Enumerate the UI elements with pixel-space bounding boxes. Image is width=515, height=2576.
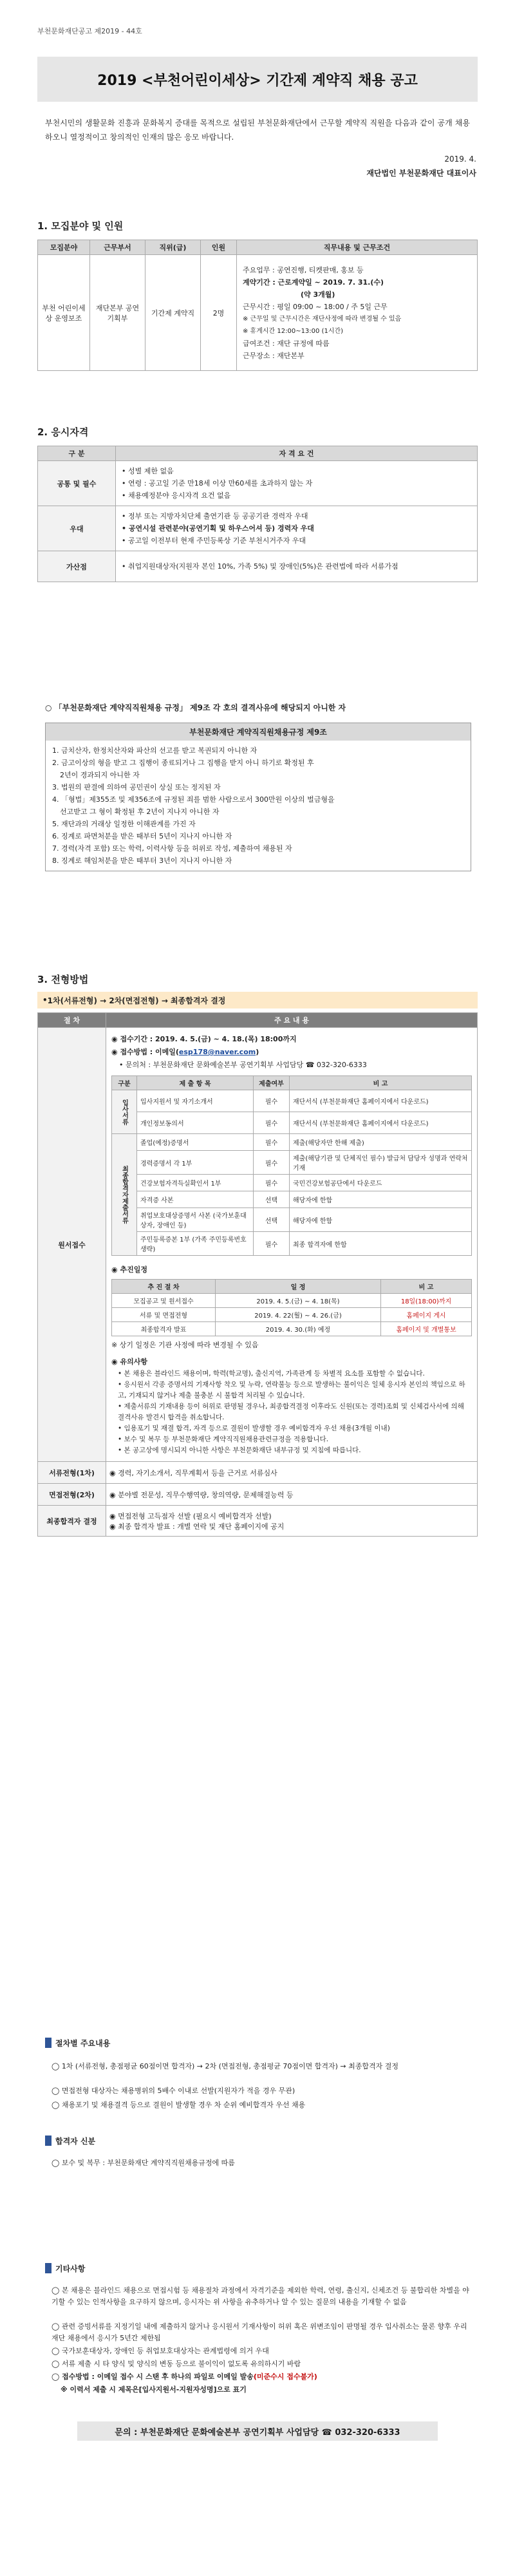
detail-line: 급여조건 : 재단 규정에 따름 [243, 339, 330, 348]
disqualification-item: 2. 금고이상의 형을 받고 그 집행이 종료되거나 그 집행을 받지 아니 하기로 확정된 후 [52, 759, 314, 767]
s6-item: ◯ 본 채용은 블라인드 채용으로 면접시험 등 채용절차 과정에서 자격기준을 제외한 학력, 연령, 출신지, 신체조건 등 불합리한 차별을 야기할 수 있는 인적사항을 요구하지 않으며, 응시자는 위 사항을 유추하거나 알 수 있는 질문의 내용을 기재할 수 없음 [52, 2286, 469, 2306]
header-dept: 근무부서 [90, 240, 145, 255]
requirement-cell [116, 551, 478, 582]
interview-label: 면접전형(2차) [38, 1484, 106, 1506]
doc-note: 재단서식 (부천문화재단 홈페이지에서 다운로드) [290, 1090, 472, 1112]
s6-item: ◯ 국가보훈대상자, 장애인 등 취업보호대상자는 관계법령에 의거 우대 [52, 2347, 269, 2355]
field-value: 부천 어린이세상 운영보조 [38, 255, 90, 371]
disqualification-item: 선고받고 그 형이 확정된 후 2년이 지나지 아니한 자 [60, 808, 220, 816]
doc-req: 필수 [254, 1175, 290, 1191]
email-link[interactable]: esp178@naver.com [178, 1048, 256, 1056]
detail-line: 근무시간 : 평일 09:00 ~ 18:00 / 주 5일 근무 [243, 302, 388, 311]
requirement-line: • 성별 제한 없음 [122, 467, 174, 475]
notice-item: • 본 공고상에 명시되지 아니한 사항은 부천문화재단 내부규정 및 지침에 따릅니다. [118, 1446, 361, 1454]
doc-header: 제 출 항 목 [137, 1076, 254, 1090]
reception-method: ◉ 접수방법 : 이메일(esp178@naver.com) [111, 1048, 259, 1056]
section-6-heading: 기타사항 [45, 2260, 85, 2276]
doc-stage: ◉ 경력, 자기소개서, 직무계획서 등을 근거로 서류심사 [106, 1462, 478, 1484]
schedule-header: 일 정 [216, 1280, 381, 1294]
position-value: 기간제 계약직 [145, 255, 201, 371]
disqualification-header: 부천문화재단 계약직직원채용규정 제9조 [46, 723, 471, 741]
detail-line: ※ 휴게시간 12:00~13:00 (1시간) [243, 327, 344, 335]
doc-req: 선택 [254, 1191, 290, 1208]
schedule-table [111, 1279, 472, 1336]
s6-item: ※ 이력서 제출 시 제목은[입사지원서-지원자성명]으로 표기 [61, 2385, 247, 2394]
reception-cell [106, 1028, 478, 1462]
disqualification-box [45, 723, 471, 871]
doc-header: 제출여부 [254, 1076, 290, 1090]
doc-note: 최종 합격자에 한함 [290, 1232, 472, 1256]
notice-item: • 임용포기 및 재결 합격, 자격 등으로 결원이 발생할 경우 예비합격자 우선 채용(3개월 이내) [118, 1425, 390, 1432]
doc-req: 필수 [254, 1112, 290, 1134]
schedule-date: 2019. 4. 30.(화) 예정 [216, 1322, 381, 1336]
document-number: 부천문화재단공고 제2019 - 44호 [37, 27, 142, 35]
requirement-cell [116, 461, 478, 506]
disqualification-item: 5. 재단과의 거래상 일정한 이해관계를 가진 자 [52, 820, 196, 828]
doc-item: 졸업(예정)증명서 [137, 1134, 254, 1151]
disqualification-item: 6. 징계로 파면처분을 받은 때부터 5년이 지나지 아니한 자 [52, 832, 232, 840]
schedule-title: ◉ 추진일정 [111, 1265, 147, 1274]
s4-item: ◯ 1차 (서류전형, 총점평균 60점이면 합격자) → 2차 (면접전형, 총점평균 70점이면 합격자) → 최종합격자 결정 [52, 2062, 399, 2070]
s5-item: ◯ 보수 및 복무 : 부천문화재단 계약직직원채용규정에 따름 [52, 2159, 235, 2167]
intro-paragraph: 부천시민의 생활문화 진흥과 문화복지 증대를 목적으로 설립된 부천문화재단에서 근무할 계약직 직원을 다음과 같이 공개 채용하오니 열정적이고 창의적인 인재의 많은 응모 바랍니다. [45, 118, 470, 142]
disqualification-list [46, 741, 471, 871]
header-step: 절 차 [38, 1013, 106, 1028]
doc-header: 구분 [112, 1076, 137, 1090]
doc-item: 개인정보동의서 [137, 1112, 254, 1134]
heading-marker-icon [45, 2263, 52, 2273]
header-position: 직위(급) [145, 240, 201, 255]
section-5-heading: 합격자 신분 [45, 2133, 95, 2148]
announcement-title: 2019 <부천어린이세상> 기간제 계약직 채용 공고 [37, 57, 478, 102]
disqualification-item: 3. 법원의 판결에 의하여 공민권이 상실 또는 정지된 자 [52, 783, 221, 791]
header-field: 모집분야 [38, 240, 90, 255]
notice-item: • 응시원서 각종 증명서의 기재사항 착오 및 누락, 연락불능 등으로 발생하는 불이익은 일체 응시자 본인의 책임으로 하고, 기재되지 않거나 제출 불충분 시 불합격 처리될 수 있습니다. [118, 1381, 465, 1399]
header-content: 주 요 내 용 [106, 1013, 478, 1028]
disqualification-item: 7. 경력(자격 포함) 또는 학력, 이력사항 등을 허위로 작성, 제출하여 채용된 자 [52, 844, 292, 853]
red-notice: (미준수시 접수불가) [253, 2372, 317, 2381]
documents-table [111, 1075, 472, 1256]
disqualification-item: 8. 징계로 해임처분을 받은 때부터 3년이 지나지 아니한 자 [52, 857, 232, 865]
doc-group: 최종합격자제출서류 [112, 1134, 137, 1256]
schedule-date: 2019. 4. 5.(금) ~ 4. 18(목) [216, 1294, 381, 1308]
doc-req: 선택 [254, 1208, 290, 1232]
heading-marker-icon [45, 2136, 52, 2146]
requirement-line: • 공연시설 관련분야(공연기획 및 하우스어셔 등) 경력자 우대 [122, 524, 314, 533]
recruitment-table [37, 240, 478, 371]
doc-note: 해당자에 한함 [290, 1208, 472, 1232]
doc-note: 제출(해당기관 및 단체직인 필수) 발급처 담당자 성명과 연락처 기재 [290, 1151, 472, 1175]
schedule-step: 최종합격자 발표 [112, 1322, 216, 1336]
schedule-header: 추 진 절 차 [112, 1280, 216, 1294]
intro-organization: 재단법인 부천문화재단 대표이사 [366, 169, 476, 178]
requirement-line: • 공고일 이전부터 현재 주민등록상 기준 부천시거주자 우대 [122, 536, 306, 545]
doc-item: 경력증명서 각 1부 [137, 1151, 254, 1175]
process-table [37, 1012, 478, 1537]
doc-note: 국민건강보험공단에서 다운로드 [290, 1175, 472, 1191]
requirement-line: • 연령 : 공고일 기준 만18세 이상 만60세를 초과하지 않는 자 [122, 479, 313, 488]
final-label: 최종합격자 결정 [38, 1506, 106, 1537]
detail-line: 계약기간 : 근로계약일 ~ 2019. 7. 31.(수) [243, 278, 384, 287]
schedule-note: 18일(18:00)까지 [381, 1294, 472, 1308]
section-1-heading: 1. 모집분야 및 인원 [37, 220, 124, 232]
requirement-line: • 정부 또는 지방자치단체 출연기관 등 공공기관 경력자 우대 [122, 512, 308, 520]
doc-item: 취업보호대상증명서 사본 (국가보훈대상자, 장애인 등) [137, 1208, 254, 1232]
notice-title: ◉ 유의사항 [111, 1358, 147, 1366]
s6-item: ◯ 접수방법 : 이메일 접수 시 스탠 후 하나의 파일로 이메일 발송(미준수시 접수불가) [52, 2372, 317, 2381]
s6-item: ◯ 서류 제출 시 타 양식 및 양식의 변동 등으로 불이익이 없도록 유의하시기 바람 [52, 2360, 301, 2368]
doc-note: 해당자에 한함 [290, 1191, 472, 1208]
notice-item: • 보수 및 복무 등 부천문화재단 계약직직원채용관련규정을 적용합니다. [118, 1435, 329, 1443]
category-label: 가산점 [38, 551, 116, 582]
doc-stage-label: 서류전형(1차) [38, 1462, 106, 1484]
section-3-heading: 3. 전형방법 [37, 974, 89, 985]
notice-item: • 제출서류의 기재내용 등이 허위로 판명될 경우나, 최종합격결정 이후라도 신원(또는 경력)조회 및 신체검사서에 의해 결격사유 발견시 합격을 취소합니다. [118, 1403, 464, 1421]
intro-date: 2019. 4. [444, 155, 476, 164]
detail-line: (약 3개월) [301, 290, 335, 299]
heading-marker-icon [45, 2038, 52, 2048]
schedule-header: 비 고 [381, 1280, 472, 1294]
doc-req: 필수 [254, 1232, 290, 1256]
disqualification-item: 4. 「형법」제355조 및 제356조에 규정된 죄를 범한 사람으로서 300만원 이상의 벌금형을 [52, 795, 335, 804]
final-stage [106, 1506, 478, 1537]
s6-item: ◯ 관련 증빙서류를 지정기일 내에 제출하지 않거나 응시원서 기재사항이 허위 혹은 위변조임이 판명될 경우 입사취소는 물론 향후 우리재단 채용에서 응시가 5년간 제한됨 [52, 2322, 467, 2342]
doc-group: 입사서류 [112, 1090, 137, 1134]
count-value: 2명 [201, 255, 237, 371]
detail-line: 주요업무 : 공연진행, 티켓판매, 홍보 등 [243, 265, 364, 274]
doc-note: 재단서식 (부천문화재단 홈페이지에서 다운로드) [290, 1112, 472, 1134]
interview-stage: ◉ 분야별 전문성, 직무수행역량, 창의역량, 문제해결능력 등 [106, 1484, 478, 1506]
process-flow: • 1차(서류전형) → 2차(면접전형) → 최종합격자 결정 [37, 992, 478, 1009]
doc-req: 필수 [254, 1134, 290, 1151]
details-cell [237, 255, 478, 371]
requirement-cell [116, 506, 478, 551]
notice-item: • 본 채용은 블라인드 채용이며, 학력(학교명), 출신지역, 가족관계 등 차별적 요소를 포함할 수 없습니다. [118, 1370, 425, 1378]
notice-list [111, 1368, 472, 1456]
doc-item: 건강보험자격득실확인서 1부 [137, 1175, 254, 1191]
category-label: 우대 [38, 506, 116, 551]
schedule-note: 홈페이지 및 개별통보 [381, 1322, 472, 1336]
doc-header: 비 고 [290, 1076, 472, 1090]
reception-label: 원서접수 [38, 1028, 106, 1462]
requirement-line: • 채용예정분야 응시자격 요건 없음 [122, 491, 231, 500]
reception-inquiry: • 문의처 : 부천문화재단 문화예술본부 공연기획부 사업담당 ☎ 032-320-6333 [119, 1061, 367, 1069]
schedule-note: 홈페이지 게시 [381, 1308, 472, 1322]
disqualification-title: ○ 「부천문화재단 계약직직원채용 규정」 제9조 각 호의 결격사유에 해당되지 아니한 자 [45, 703, 346, 712]
schedule-note-text: ※ 상기 일정은 기관 사정에 따라 변경될 수 있음 [111, 1341, 259, 1349]
s4-item: ◯ 채용포기 및 채용결격 등으로 결원이 발생할 경우 차 순위 예비합격자 우선 채용 [52, 2101, 306, 2109]
dept-value: 재단본부 공연기획부 [90, 255, 145, 371]
schedule-step: 서류 및 면접전형 [112, 1308, 216, 1322]
schedule-date: 2019. 4. 22(월) ~ 4. 26.(금) [216, 1308, 381, 1322]
category-label: 공통 및 필수 [38, 461, 116, 506]
section-4-heading: 절차별 주요내용 [45, 2035, 110, 2050]
contact-bar: 문의 : 부천문화재단 문화예술본부 공연기획부 사업담당 ☎ 032-320-6333 [77, 2421, 438, 2441]
doc-note: 제출(해당자만 한해 제출) [290, 1134, 472, 1151]
qualification-table [37, 446, 478, 582]
header-count: 인원 [201, 240, 237, 255]
detail-line: 근무장소 : 재단본부 [243, 351, 304, 360]
detail-line: ※ 근무일 및 근무시간은 재단사정에 따라 변경될 수 있음 [243, 315, 402, 323]
doc-item: 자격증 사본 [137, 1191, 254, 1208]
disqualification-item: 2년이 경과되지 아니한 자 [60, 771, 140, 779]
final-item: ◉ 최종 합격자 발표 : 개별 연락 및 재단 홈페이지에 공지 [109, 1522, 285, 1531]
header-details: 직무내용 및 근무조건 [237, 240, 478, 255]
doc-item: 입사지원서 및 자기소개서 [137, 1090, 254, 1112]
section-2-heading: 2. 응시자격 [37, 426, 89, 438]
requirement-line: • 취업지원대상자(지원자 본인 10%, 가족 5%) 및 장애인(5%)은 관련법에 따라 서류가점 [122, 562, 398, 571]
schedule-step: 모집공고 및 원서접수 [112, 1294, 216, 1308]
s4-item: ◯ 면접전형 대상자는 채용병위의 5배수 이내로 선발(지원자가 적을 경우 무관) [52, 2087, 295, 2095]
reception-period: ◉ 접수기간 : 2019. 4. 5.(금) ~ 4. 18.(목) 18:00까지 [111, 1035, 297, 1043]
final-item: ◉ 면접전형 고득점자 선발 (필요시 예비합격자 선발) [109, 1511, 272, 1520]
doc-req: 필수 [254, 1151, 290, 1175]
header-requirements: 자 격 요 건 [116, 446, 478, 461]
doc-req: 필수 [254, 1090, 290, 1112]
header-category: 구 분 [38, 446, 116, 461]
disqualification-item: 1. 금치산자, 한정치산자와 파산의 선고를 받고 복권되지 아니한 자 [52, 746, 258, 755]
doc-item: 주민등록증본 1부 (가족 주민등록번호 생략) [137, 1232, 254, 1256]
